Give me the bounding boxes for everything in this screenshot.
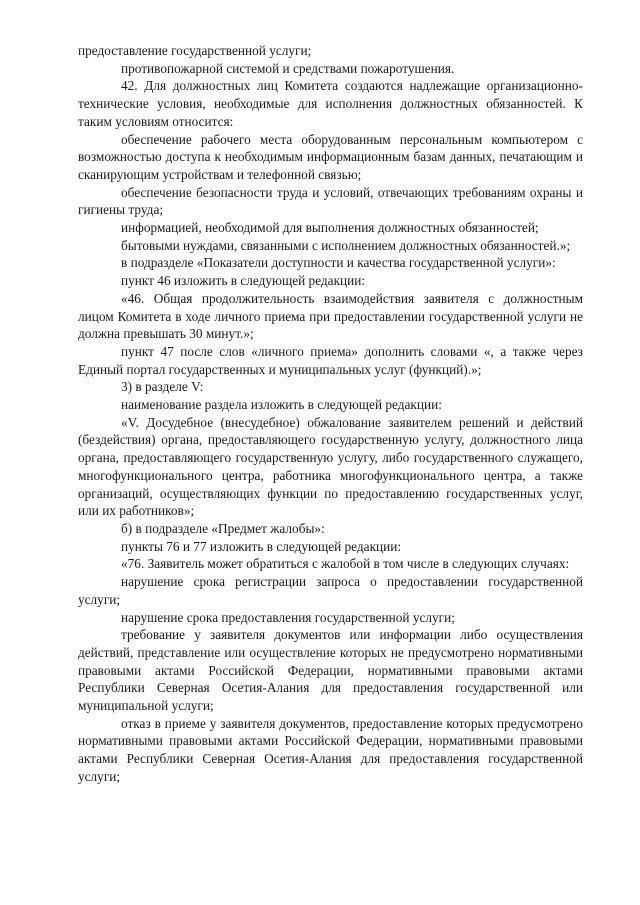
paragraph: противопожарной системой и средствами пожаротушения. bbox=[121, 60, 455, 76]
paragraph: информацией, необходимой для выполнения должностных обязанностей; bbox=[121, 220, 539, 236]
list-item: нарушение срока регистрации запроса о предоставлении государственной услуги; bbox=[78, 574, 583, 607]
section-v-title: «V. Досудебное (внесудебное) обжалование заявителем решений и действий (бездействия) органа, предоставляющего государственную услугу, должностного лица органа, предоставляющего государственную услугу, либо государственного служащего, многофункционального центра, работника многофункционального центра, а также организаций, осуществляющих функции по предоставлению государственных услуг, или их работников»; bbox=[78, 414, 583, 519]
document-page bbox=[78, 42, 583, 786]
paragraph: бытовыми нуждами, связанными с исполнением должностных обязанностей.»; bbox=[121, 237, 571, 253]
paragraph: наименование раздела изложить в следующей редакции: bbox=[121, 397, 442, 413]
list-item: нарушение срока предоставления государственной услуги; bbox=[121, 609, 455, 625]
paragraph: обеспечение рабочего места оборудованным персональным компьютером с возможностью доступа к необходимым информационным базам данных, печатающим и сканирующим устройствам и телефонной связью; bbox=[78, 131, 583, 182]
paragraph-item-46: «46. Общая продолжительность взаимодействия заявителя с должностным лицом Комитета в ходе личного приема при предоставлении государственной услуги не должна превышать 30 минут.»; bbox=[78, 290, 583, 342]
paragraph: предоставление государственной услуги; bbox=[78, 43, 312, 58]
paragraph-item-42: 42. Для должностных лиц Комитета создаются надлежащие организационно-технические условия, необходимые для исполнения должностных обязанностей. К таким условиям относится: bbox=[78, 78, 583, 129]
subsection-heading: б) в подразделе «Предмет жалобы»: bbox=[121, 520, 325, 536]
list-item: отказ в приеме у заявителя документов, предоставление которых предусмотрено нормативными правовыми актами Российской Федерации, нормативными правовыми актами Республики Северная Осетия-Алания для предоставления государственной услуги; bbox=[78, 715, 583, 784]
paragraph-item-76: «76. Заявитель может обратиться с жалобой в том числе в следующих случаях: bbox=[121, 556, 570, 572]
paragraph: в подразделе «Показатели доступности и качества государственной услуги»: bbox=[121, 255, 556, 271]
paragraph-item-47: пункт 47 после слов «личного приема» дополнить словами «, а также через Единый портал государственных и муниципальных услуг (функций).»; bbox=[78, 343, 583, 377]
section-v-heading: 3) в разделе V: bbox=[121, 379, 204, 395]
list-item: требование у заявителя документов или информации либо осуществления действий, представление или осуществление которых не предусмотрено нормативными правовыми актами Российской Федерации, нормативными правовыми актами Республики Северная Осетия-Алания для предоставления государственной или муниципальной услуги; bbox=[78, 627, 583, 714]
paragraph: пункт 46 изложить в следующей редакции: bbox=[121, 273, 366, 289]
paragraph: обеспечение безопасности труда и условий, отвечающих требованиям охраны и гигиены труда; bbox=[78, 184, 583, 218]
paragraph: пункты 76 и 77 изложить в следующей редакции: bbox=[121, 538, 402, 554]
